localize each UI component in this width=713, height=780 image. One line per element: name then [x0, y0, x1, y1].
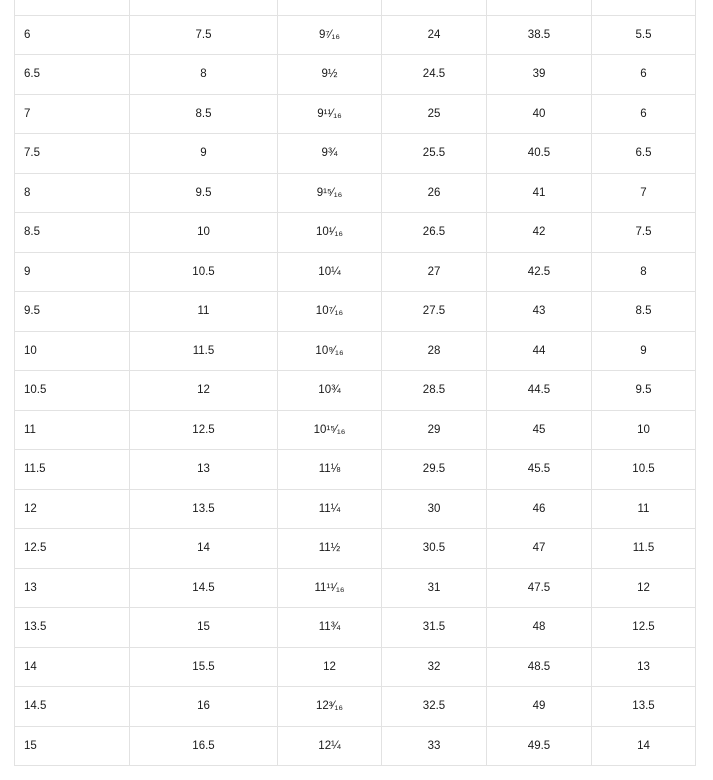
table-cell: 6.5 [15, 55, 130, 95]
table-cell: 9¹¹⁄₁₆ [278, 94, 382, 134]
table-cell [130, 0, 278, 15]
table-cell: 27 [382, 252, 487, 292]
table-cell: 11.5 [15, 450, 130, 490]
table-row [15, 331, 696, 371]
table-cell: 7.5 [592, 213, 696, 253]
table-row [15, 213, 696, 253]
table-cell: 10 [592, 410, 696, 450]
table-cell: 8.5 [130, 94, 278, 134]
table-cell: 49.5 [487, 726, 592, 766]
table-cell: 38.5 [487, 15, 592, 55]
table-cell: 8 [15, 173, 130, 213]
table-row [15, 489, 696, 529]
table-cell: 30.5 [382, 529, 487, 569]
table-cell: 32 [382, 647, 487, 687]
table-cell: 11¼ [278, 489, 382, 529]
table-row [15, 371, 696, 411]
table-cell: 12 [278, 647, 382, 687]
table-cell: 14.5 [130, 568, 278, 608]
table-cell: 47.5 [487, 568, 592, 608]
table-cell: 39 [487, 55, 592, 95]
table-cell: 7 [15, 94, 130, 134]
table-cell: 9½ [278, 55, 382, 95]
table-cell: 11¹¹⁄₁₆ [278, 568, 382, 608]
table-cell: 11.5 [592, 529, 696, 569]
table-cell: 14.5 [15, 687, 130, 727]
table-cell: 9 [592, 331, 696, 371]
table-row [15, 529, 696, 569]
table-cell: 42 [487, 213, 592, 253]
table-cell: 10 [15, 331, 130, 371]
table-cell: 48.5 [487, 647, 592, 687]
table-row [15, 15, 696, 55]
table-cell: 9 [130, 134, 278, 174]
table-cell [487, 0, 592, 15]
table-cell: 28 [382, 331, 487, 371]
table-cell: 8 [130, 55, 278, 95]
table-cell: 10¾ [278, 371, 382, 411]
size-chart-container [14, 0, 695, 766]
table-cell: 10⁹⁄₁₆ [278, 331, 382, 371]
table-cell: 10.5 [130, 252, 278, 292]
table-cell: 33 [382, 726, 487, 766]
table-cell [592, 0, 696, 15]
table-row [15, 647, 696, 687]
table-cell: 11 [15, 410, 130, 450]
table-cell: 29 [382, 410, 487, 450]
table-cell: 7.5 [15, 134, 130, 174]
table-cell: 41 [487, 173, 592, 213]
table-cell: 6.5 [592, 134, 696, 174]
table-cell: 9⁷⁄₁₆ [278, 15, 382, 55]
table-cell: 8.5 [592, 292, 696, 332]
table-cell: 13 [15, 568, 130, 608]
table-cell: 26 [382, 173, 487, 213]
table-row [15, 410, 696, 450]
table-row [15, 726, 696, 766]
table-cell: 13.5 [592, 687, 696, 727]
table-cell: 49 [487, 687, 592, 727]
table-cell: 12³⁄₁₆ [278, 687, 382, 727]
table-row [15, 252, 696, 292]
table-cell: 27.5 [382, 292, 487, 332]
table-cell: 40 [487, 94, 592, 134]
table-body [15, 0, 696, 766]
table-cell: 46 [487, 489, 592, 529]
table-cell: 11 [592, 489, 696, 529]
table-cell: 13 [130, 450, 278, 490]
table-cell: 9 [15, 252, 130, 292]
table-cell: 12 [130, 371, 278, 411]
table-cell: 11 [130, 292, 278, 332]
table-cell: 12 [15, 489, 130, 529]
table-cell: 10⁷⁄₁₆ [278, 292, 382, 332]
table-row [15, 55, 696, 95]
table-cell: 15.5 [130, 647, 278, 687]
table-cell: 8.5 [15, 213, 130, 253]
table-cell: 25 [382, 94, 487, 134]
table-cell: 44.5 [487, 371, 592, 411]
table-cell: 10.5 [592, 450, 696, 490]
table-cell: 11½ [278, 529, 382, 569]
table-cell: 12.5 [592, 608, 696, 648]
table-cell: 28.5 [382, 371, 487, 411]
table-cell: 6 [592, 55, 696, 95]
table-cell: 9.5 [130, 173, 278, 213]
table-cell: 13.5 [15, 608, 130, 648]
table-cell: 42.5 [487, 252, 592, 292]
table-row [15, 608, 696, 648]
table-cell: 40.5 [487, 134, 592, 174]
table-cell: 44 [487, 331, 592, 371]
table-cell: 7.5 [130, 15, 278, 55]
table-cell: 9¾ [278, 134, 382, 174]
table-cell: 10.5 [15, 371, 130, 411]
table-cell: 14 [130, 529, 278, 569]
table-row [15, 568, 696, 608]
table-cell [382, 0, 487, 15]
table-cell: 48 [487, 608, 592, 648]
table-cell: 24.5 [382, 55, 487, 95]
table-row [15, 450, 696, 490]
table-cell: 47 [487, 529, 592, 569]
table-row [15, 134, 696, 174]
table-cell: 11.5 [130, 331, 278, 371]
table-cell: 10 [130, 213, 278, 253]
table-cell: 43 [487, 292, 592, 332]
table-row [15, 0, 696, 15]
table-row [15, 94, 696, 134]
table-cell: 12¼ [278, 726, 382, 766]
table-cell: 25.5 [382, 134, 487, 174]
table-cell [278, 0, 382, 15]
table-cell: 14 [592, 726, 696, 766]
table-cell: 24 [382, 15, 487, 55]
table-cell: 13.5 [130, 489, 278, 529]
table-cell [15, 0, 130, 15]
table-cell: 10¹⁵⁄₁₆ [278, 410, 382, 450]
table-cell: 45.5 [487, 450, 592, 490]
table-cell: 45 [487, 410, 592, 450]
table-cell: 12.5 [15, 529, 130, 569]
table-cell: 30 [382, 489, 487, 529]
table-cell: 11⅛ [278, 450, 382, 490]
table-cell: 5.5 [592, 15, 696, 55]
table-cell: 13 [592, 647, 696, 687]
table-cell: 31 [382, 568, 487, 608]
table-cell: 29.5 [382, 450, 487, 490]
table-cell: 31.5 [382, 608, 487, 648]
table-cell: 15 [130, 608, 278, 648]
table-cell: 6 [15, 15, 130, 55]
table-cell: 8 [592, 252, 696, 292]
table-cell: 14 [15, 647, 130, 687]
table-cell: 10¹⁄₁₆ [278, 213, 382, 253]
table-cell: 9¹⁵⁄₁₆ [278, 173, 382, 213]
table-cell: 11¾ [278, 608, 382, 648]
table-row [15, 173, 696, 213]
table-cell: 9.5 [15, 292, 130, 332]
table-cell: 7 [592, 173, 696, 213]
table-cell: 12.5 [130, 410, 278, 450]
table-cell: 32.5 [382, 687, 487, 727]
table-cell: 16 [130, 687, 278, 727]
table-cell: 15 [15, 726, 130, 766]
table-cell: 10¼ [278, 252, 382, 292]
table-row [15, 292, 696, 332]
table-cell: 6 [592, 94, 696, 134]
table-row [15, 687, 696, 727]
size-conversion-table [14, 0, 696, 766]
table-cell: 26.5 [382, 213, 487, 253]
table-cell: 12 [592, 568, 696, 608]
table-cell: 9.5 [592, 371, 696, 411]
table-cell: 16.5 [130, 726, 278, 766]
